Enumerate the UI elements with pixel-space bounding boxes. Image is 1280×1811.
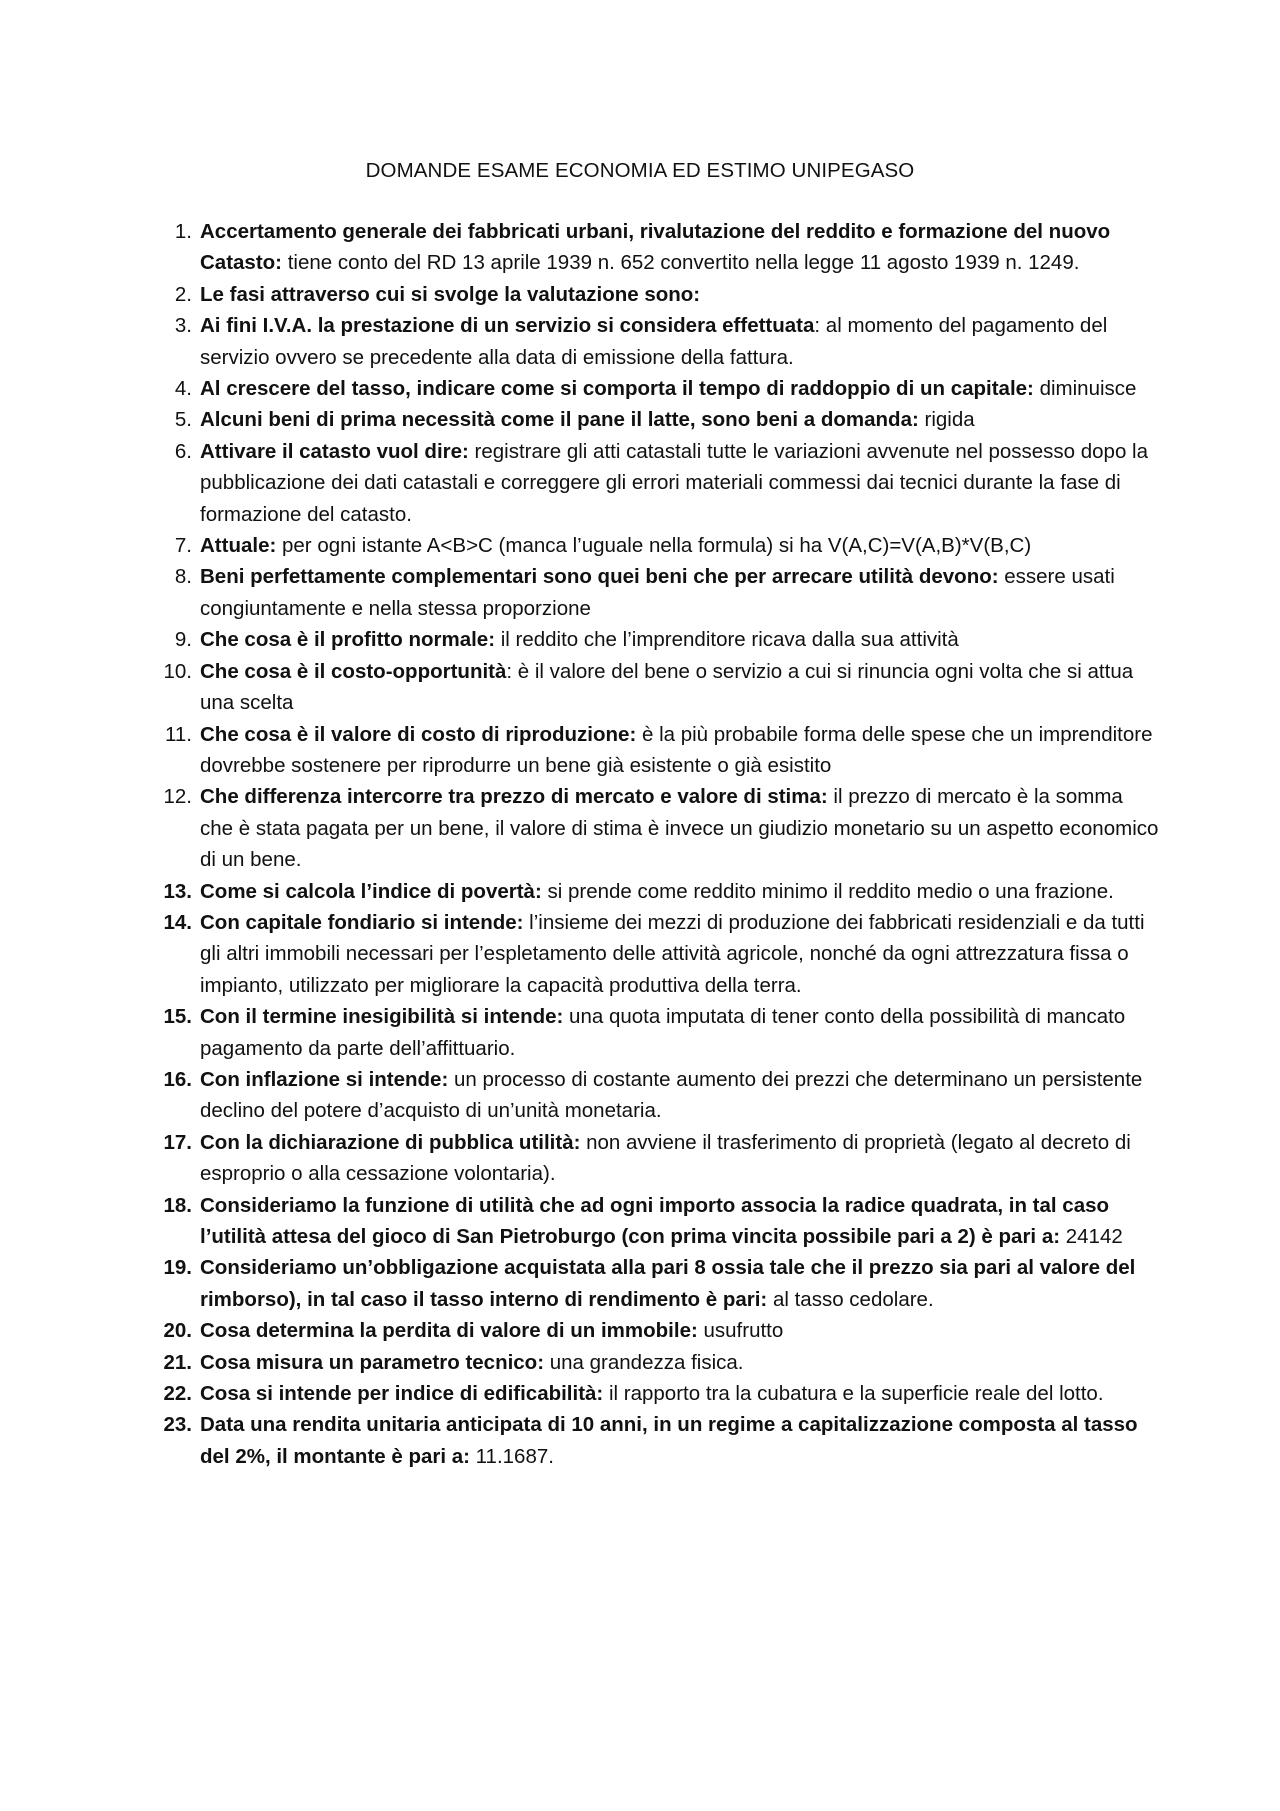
answer-text: al tasso cedolare. — [767, 1287, 934, 1311]
list-item — [174, 310, 1160, 373]
question-text: Come si calcola l’indice di povertà: — [200, 879, 542, 903]
item-number: 20. — [163, 1319, 192, 1343]
list-item — [174, 561, 1160, 624]
list-item — [163, 907, 1160, 1001]
answer-text: per ogni istante A<B>C (manca l’uguale nella formula) si ha V(A,C)=V(A,B)*V(B,C) — [276, 534, 1032, 558]
question-text: Che cosa è il profitto normale: — [200, 628, 496, 652]
list-item — [163, 1064, 1160, 1127]
question-text: Che cosa è il valore di costo di riproduzione: — [200, 722, 637, 746]
answer-text: è la più probabile forma delle spese che un imprenditore dovrebbe sostenere per riprodurre un bene già esistente o già esistito — [200, 722, 1153, 777]
answer-text: registrare gli atti catastali tutte le variazioni avvenute nel possesso dopo la pubblicazione dei dati catastali e correggere gli errori materiali commessi dai tecnici durante la fase di formazione del catasto. — [200, 439, 1149, 526]
item-number: 21. — [163, 1350, 192, 1374]
question-text: Beni perfettamente complementari sono quei beni che per arrecare utilità devono: — [200, 565, 999, 589]
question-text: Che differenza intercorre tra prezzo di mercato e valore di stima: — [200, 785, 828, 809]
answer-text: l’insieme dei mezzi di produzione dei fabbricati residenziali e da tutti gli altri immobili necessari per l’espletamento delle attività agricole, nonché da ogni attrezzatura fissa o impianto, utilizzato per migliorare la capacità produttiva della terra. — [200, 910, 1145, 997]
item-number: 1. — [174, 220, 192, 243]
answer-text: il rapporto tra la cubatura e la superficie reale del lotto. — [603, 1382, 1104, 1406]
answer-text: una grandezza fisica. — [544, 1350, 744, 1374]
question-text: Ai fini I.V.A. la prestazione di un servizio si considera effettuata — [200, 314, 815, 338]
question-list — [163, 216, 1160, 1472]
item-number: 8. — [174, 565, 192, 589]
item-number: 23. — [163, 1413, 192, 1437]
question-text: Che cosa è il costo-opportunità — [200, 659, 507, 683]
answer-text: 24142 — [1060, 1225, 1123, 1248]
question-text: Con la dichiarazione di pubblica utilità: — [200, 1130, 581, 1154]
question-text: Cosa si intende per indice di edificabilità: — [200, 1382, 604, 1406]
answer-text: : al momento del pagamento del servizio ovvero se precedente alla data di emissione della fattura. — [200, 314, 1108, 369]
list-item — [174, 530, 1160, 561]
question-text: Consideriamo un’obbligazione acquistata alla pari 8 ossia tale che il prezzo sia pari al valore del rimborso), in tal caso il tasso interno di rendimento è pari: — [200, 1256, 1136, 1311]
list-item — [163, 1190, 1160, 1253]
answer-text: tiene conto del RD 13 aprile 1939 n. 652 convertito nella legge 11 agosto 1939 n. 1249. — [282, 251, 1080, 275]
item-number: 2. — [174, 282, 192, 306]
answer-text: 11.1687. — [469, 1444, 554, 1468]
answer-text: non avviene il trasferimento di proprietà (legato al decreto di esproprio o alla cessazione volontaria). — [200, 1130, 1131, 1186]
question-text: Al crescere del tasso, indicare come si comporta il tempo di raddoppio di un capitale: — [200, 377, 1034, 401]
item-number: 18. — [163, 1193, 192, 1217]
answer-text: si prende come reddito minimo il reddito medio o una frazione. — [541, 879, 1114, 903]
list-item — [174, 624, 1160, 655]
list-item — [163, 656, 1160, 719]
item-number: 15. — [163, 1005, 192, 1029]
answer-text: usufrutto — [697, 1319, 784, 1343]
answer-text: rigida — [918, 408, 975, 432]
list-item — [174, 216, 1160, 279]
item-number: 12. — [163, 785, 192, 809]
item-number: 9. — [174, 628, 192, 652]
answer-text: : è il valore del bene o servizio a cui si rinuncia ogni volta che si attua una scelta — [200, 659, 1134, 715]
list-item — [163, 1347, 1160, 1378]
list-item — [163, 1127, 1160, 1190]
question-text: Cosa determina la perdita di valore di un immobile: — [200, 1319, 698, 1343]
item-number: 3. — [174, 314, 192, 338]
list-item — [174, 373, 1160, 404]
list-item — [163, 1315, 1160, 1346]
item-number: 17. — [163, 1130, 192, 1154]
item-number: 6. — [174, 439, 192, 463]
question-text: Le fasi attraverso cui si svolge la valutazione sono: — [200, 282, 701, 306]
list-item — [174, 436, 1160, 530]
answer-text: diminuisce — [1033, 377, 1137, 401]
question-text: Cosa misura un parametro tecnico: — [200, 1350, 545, 1374]
item-number: 5. — [174, 408, 192, 432]
item-number: 13. — [163, 879, 192, 903]
question-text: Consideriamo la funzione di utilità che ad ogni importo associa la radice quadrata, in tal caso l’utilità attesa del gioco di San Pietroburgo (con prima vincita possibile pari a 2) è pari a: — [200, 1193, 1110, 1248]
question-text: Con inflazione si intende: — [200, 1067, 449, 1091]
list-item — [163, 1252, 1160, 1315]
question-text: Accertamento generale dei fabbricati urbani, rivalutazione del reddito e formazione del nuovo Catasto: — [200, 220, 1111, 275]
question-text: Attivare il catasto vuol dire: — [200, 439, 469, 463]
list-item — [163, 1409, 1160, 1472]
item-number: 4. — [174, 377, 192, 401]
list-item — [163, 1378, 1160, 1409]
list-item — [165, 719, 1160, 782]
answer-text: un processo di costante aumento dei prezzi che determinano un persistente declino del potere d’acquisto di un’unità monetaria. — [200, 1067, 1143, 1123]
item-number: 11. — [165, 722, 192, 746]
list-item — [174, 404, 1160, 435]
question-text: Con capitale fondiario si intende: — [200, 910, 524, 934]
answer-text: il prezzo di mercato è la somma che è stata pagata per un bene, il valore di stima è invece un giudizio monetario su un aspetto economico di un bene. — [200, 785, 1159, 872]
answer-text: essere usati congiuntamente e nella stessa proporzione — [200, 565, 1115, 620]
question-text: Alcuni beni di prima necessità come il pane il latte, sono beni a domanda: — [200, 408, 919, 432]
item-number: 10. — [163, 659, 192, 683]
question-text: Data una rendita unitaria anticipata di 10 anni, in un regime a capitalizzazione composta al tasso del 2%, il montante è pari a: — [200, 1413, 1138, 1468]
question-text: Attuale: — [200, 534, 277, 558]
item-number: 16. — [163, 1067, 192, 1091]
item-number: 19. — [163, 1256, 192, 1280]
question-text: Con il termine inesigibilità si intende: — [200, 1005, 564, 1029]
answer-text: una quota imputata di tener conto della possibilità di mancato pagamento da parte dell’affittuario. — [200, 1005, 1126, 1060]
item-number: 7. — [174, 534, 192, 558]
item-number: 14. — [163, 910, 192, 934]
list-item — [163, 1001, 1160, 1064]
answer-text: il reddito che l’imprenditore ricava dalla sua attività — [495, 628, 959, 652]
list-item — [163, 876, 1160, 907]
list-item — [174, 279, 1160, 310]
document-title: DOMANDE ESAME ECONOMIA ED ESTIMO UNIPEGASO — [365, 159, 915, 182]
item-number: 22. — [163, 1382, 192, 1406]
list-item — [163, 781, 1160, 875]
